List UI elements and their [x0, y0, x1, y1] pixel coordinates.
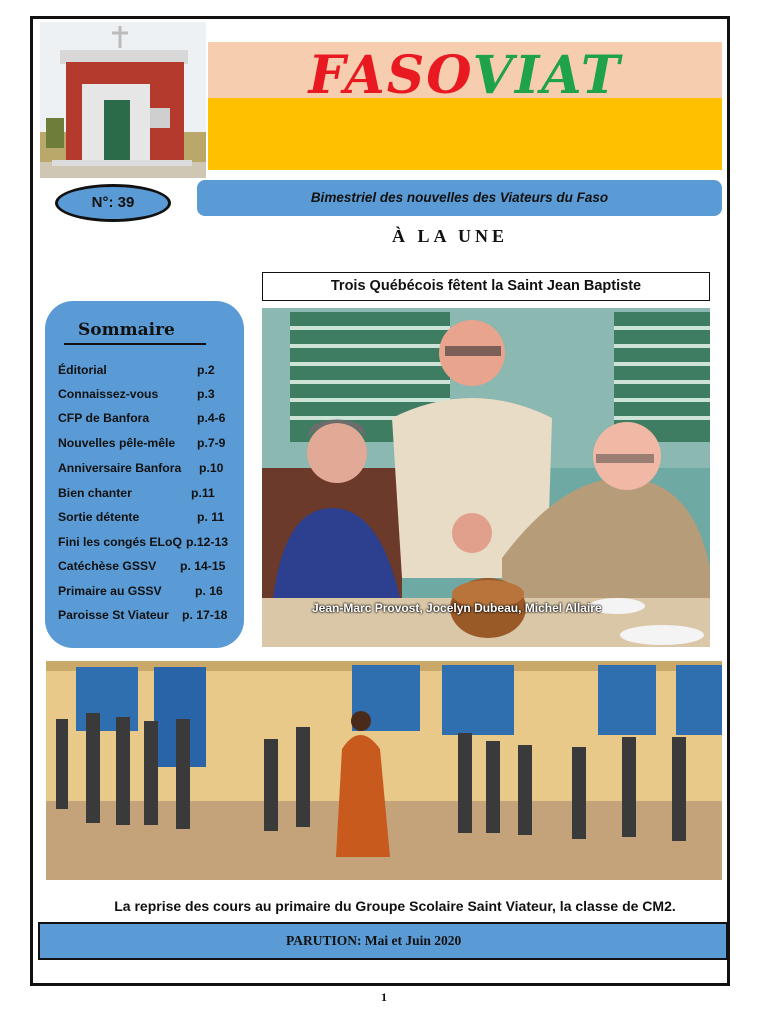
- toc-item-page: p.10: [199, 461, 224, 475]
- toc-item[interactable]: [58, 486, 238, 504]
- toc-item-label: Sortie détente: [58, 510, 140, 524]
- toc-item-page: p.3: [197, 387, 215, 401]
- toc-title-underline: [64, 343, 206, 345]
- toc-item-label: CFP de Banfora: [58, 411, 150, 425]
- toc-item-page: p. 11: [197, 510, 225, 524]
- schoolchildren-photo-caption: La reprise des cours au primaire du Groupe Scolaire Saint Viateur, la classe de CM2.: [114, 898, 676, 914]
- toc-item-page: p. 17-18: [182, 608, 228, 622]
- page-number: 1: [381, 990, 387, 1004]
- title-band-gold: [208, 98, 722, 170]
- schoolchildren-photo: [46, 661, 722, 880]
- toc-item[interactable]: [58, 559, 238, 577]
- toc-item-page: p. 16: [195, 584, 223, 598]
- toc-item[interactable]: [58, 436, 238, 454]
- toc-item-label: Bien chanter: [58, 486, 132, 500]
- toc-item-label: Primaire au GSSV: [58, 584, 162, 598]
- issue-number-badge: N°: 39: [55, 184, 171, 222]
- toc-item-label: Éditorial: [58, 363, 107, 377]
- lead-story-headline: Trois Québécois fêtent la Saint Jean Baptiste: [262, 272, 710, 301]
- toc-item[interactable]: [58, 411, 238, 429]
- church-photo: [40, 22, 206, 178]
- front-page-heading: À LA UNE: [391, 226, 508, 246]
- publication-date-bar: PARUTION: Mai et Juin 2020: [38, 922, 728, 960]
- toc-item[interactable]: [58, 461, 238, 479]
- toc-item-page: p.12-13: [186, 535, 229, 549]
- toc-item-label: Fini les congés ELoQ: [58, 535, 182, 549]
- lead-photo-caption: Jean-Marc Provost, Jocelyn Dubeau, Michel Allaire: [312, 601, 602, 615]
- newsletter-subtitle: Bimestriel des nouvelles des Viateurs du Faso: [197, 180, 722, 216]
- toc-item-page: p.11: [191, 486, 215, 500]
- masthead-title-part2: VIAT: [472, 45, 622, 106]
- toc-item-page: p.7-9: [197, 436, 226, 450]
- toc-item-label: Catéchèse GSSV: [58, 559, 157, 573]
- toc-item[interactable]: [58, 535, 238, 553]
- toc-item-label: Connaissez-vous: [58, 387, 159, 401]
- toc-item[interactable]: [58, 584, 238, 602]
- toc-item-label: Paroisse St Viateur: [58, 608, 169, 622]
- lead-story-photo: [262, 308, 710, 647]
- toc-title: Sommaire: [78, 320, 175, 340]
- toc-item-page: p. 14-15: [180, 559, 226, 573]
- toc-item[interactable]: [58, 387, 238, 405]
- masthead-title-part1: FASO: [308, 45, 473, 106]
- toc-item-page: p.4-6: [197, 411, 226, 425]
- toc-item[interactable]: [58, 608, 238, 626]
- toc-item-label: Nouvelles pêle-mêle: [58, 436, 176, 450]
- toc-item[interactable]: [58, 363, 238, 381]
- masthead-title: [208, 44, 722, 108]
- toc-item[interactable]: [58, 510, 238, 528]
- toc-item-page: p.2: [197, 363, 215, 377]
- toc-item-label: Anniversaire Banfora: [58, 461, 182, 475]
